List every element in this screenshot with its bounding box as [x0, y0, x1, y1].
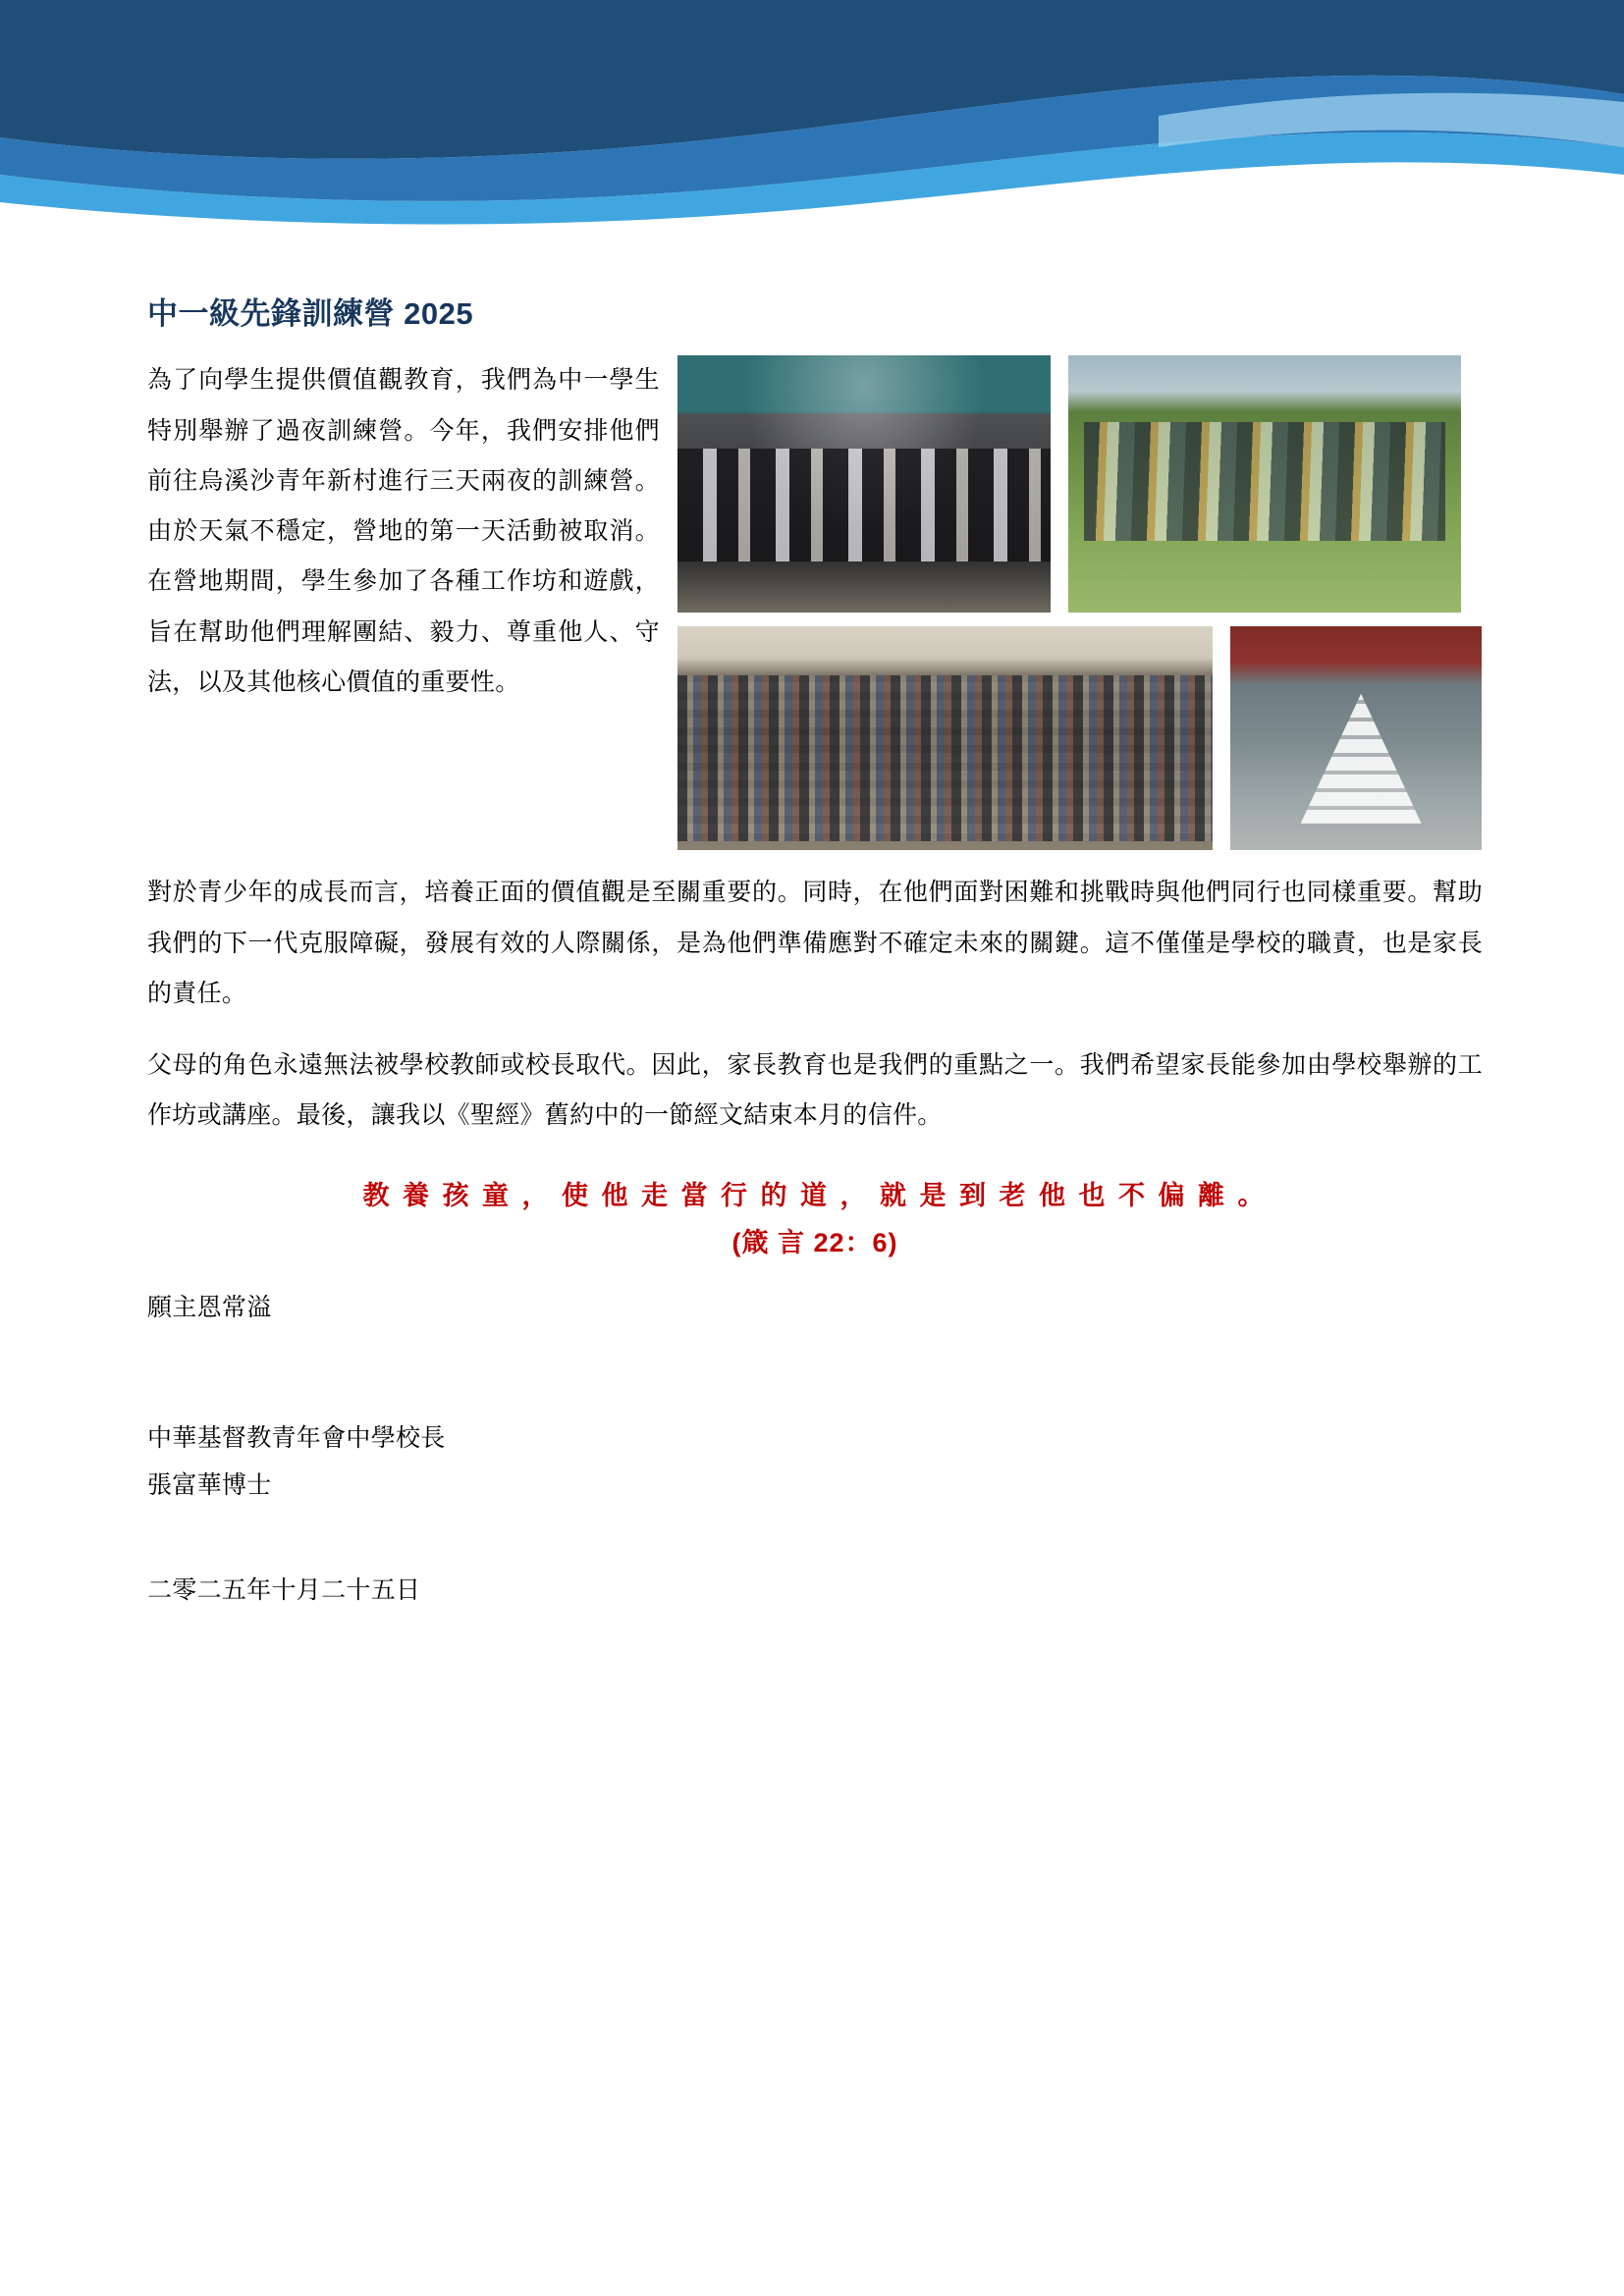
photo-row-top	[677, 355, 1483, 613]
letter-date: 二零二五年十月二十五日	[147, 1576, 421, 1605]
paragraph-1: 為了向學生提供價值觀教育，我們為中一學生特別舉辦了過夜訓練營。今年，我們安排他們前往烏溪沙青年新村進行三天兩夜的訓練營。由於天氣不穩定，營地的第一天活動被取消。在營地期間，學生參加了各種工作坊和遊戲，旨在幫助他們理解團結、毅力、尊重他人、守法，以及其他核心價值的重要性。	[147, 366, 660, 696]
scripture-verse: 教 養 孩 童 ， 使 他 走 當 行 的 道 ， 就 是 到 老 他 也 不 偏 離 。	[362, 1180, 1268, 1210]
page-title: 中一級先鋒訓練營 2025	[147, 296, 474, 331]
photo-surface	[1230, 626, 1482, 850]
closing-greeting: 願主恩常溢	[147, 1293, 272, 1321]
photo-surface	[1068, 355, 1461, 613]
header-banner-decoration	[0, 0, 1624, 231]
photo-large-assembly-of-students	[677, 626, 1213, 850]
photo-row-bottom	[677, 626, 1483, 850]
paragraph-3: 父母的角色永遠無法被學校教師或校長取代。因此，家長教育也是我們的重點之一。我們希望家長能參加由學校舉辦的工作坊或講座。最後，讓我以《聖經》舊約中的一節經文結束本月的信件。	[147, 1051, 1483, 1130]
photo-students-with-bamboo-structure	[1068, 355, 1461, 613]
banner-wave-graphic	[0, 0, 1624, 231]
date-spacer	[147, 1509, 1483, 1568]
photo-collage	[677, 355, 1483, 864]
photo-students-cheering-in-hall	[677, 355, 1051, 613]
signature-name: 張富華博士	[147, 1470, 272, 1499]
signature-school-title: 中華基督教青年會中學校長	[147, 1424, 446, 1453]
paragraph-2: 對於青少年的成長而言，培養正面的價值觀是至關重要的。同時，在他們面對困難和挑戰時與他們同行也同樣重要。幫助我們的下一代克服障礙，發展有效的人際關係，是為他們準備應對不確定未來的關鍵。這不僅僅是學校的職責，也是家長的責任。	[147, 879, 1483, 1007]
photo-surface	[677, 626, 1213, 850]
letter-body	[147, 294, 1483, 1615]
scripture-reference: (箴 言 22：6)	[731, 1227, 898, 1257]
photo-surface	[677, 355, 1051, 613]
signature-spacer	[147, 1331, 1483, 1415]
photo-cup-stacking-activity	[1230, 626, 1482, 850]
